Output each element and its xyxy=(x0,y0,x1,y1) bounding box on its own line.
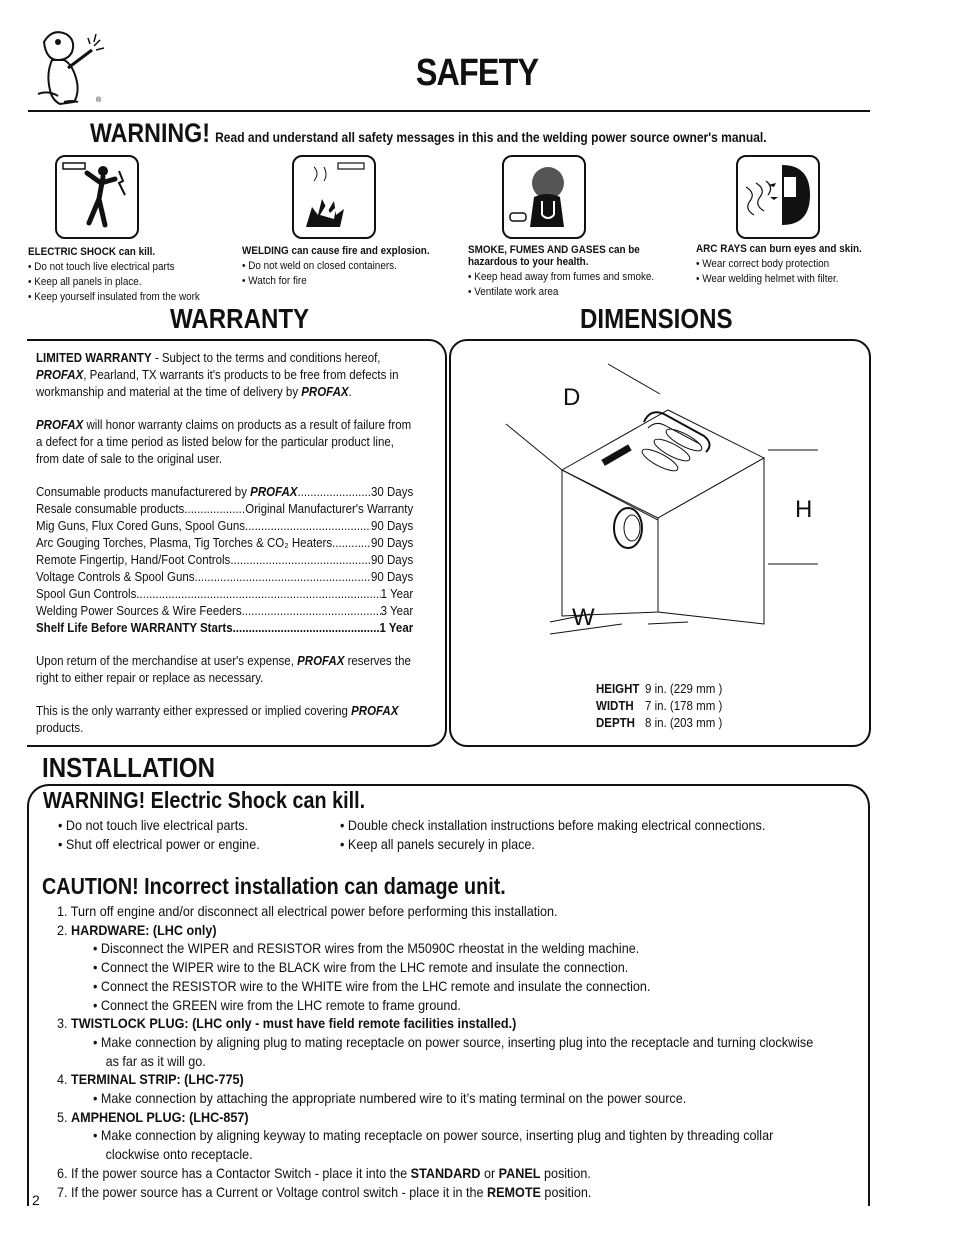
table-row xyxy=(36,484,413,501)
hazard-fire xyxy=(242,245,457,289)
step-2: 2. HARDWARE: (LHC only) xyxy=(57,921,217,938)
step-6 xyxy=(57,1164,813,1183)
warranty-paragraph xyxy=(36,350,413,401)
text: Upon return of the merchandise at user's expense, xyxy=(36,654,298,668)
warning-text: Read and understand all safety messages in this and the welding power source owner's manual. xyxy=(215,129,767,145)
page-title: SAFETY xyxy=(415,52,539,94)
width-label: W xyxy=(572,604,595,631)
text: position. xyxy=(540,1183,592,1200)
row-value: 90 Days xyxy=(371,570,414,584)
list-item-continued: as far as it will go. xyxy=(105,1052,206,1069)
row-value: 3 Year xyxy=(380,604,414,618)
list-item: • Watch for fire xyxy=(242,274,436,289)
text: 7. If the power source has a Current or Voltage control switch - place it in the xyxy=(57,1183,488,1200)
list-item: • Keep all panels in place. xyxy=(28,275,217,290)
list-item: • Shut off electrical power or engine. xyxy=(58,835,260,854)
row-label: Mig Guns, Flux Cored Guns, Spool Guns xyxy=(36,519,246,533)
list-item: • Do not touch live electrical parts. xyxy=(58,816,260,835)
brand-name: PROFAX xyxy=(297,654,345,668)
row-label: Consumable products manufacturered by xyxy=(36,485,251,499)
spec-label: WIDTH xyxy=(596,699,634,713)
warranty-heading: WARRANTY xyxy=(170,303,310,334)
warranty-paragraph xyxy=(36,417,413,468)
hazard-list xyxy=(242,259,436,289)
table-row xyxy=(36,518,413,535)
step-4: 4. TERMINAL STRIP: (LHC-775) xyxy=(57,1071,244,1088)
row-label: Shelf Life Before WARRANTY Starts xyxy=(36,621,233,635)
arc-rays-icon xyxy=(736,155,820,239)
spec-value: 8 in. (203 mm ) xyxy=(644,716,723,730)
spec-label: DEPTH xyxy=(596,716,635,730)
page-number: 2 xyxy=(32,1192,40,1208)
hazard-list xyxy=(28,260,217,305)
step-heading: TERMINAL STRIP: (LHC-775) xyxy=(71,1071,244,1088)
list-item: • Keep head away from fumes and smoke. xyxy=(468,270,662,285)
step-heading: AMPHENOL PLUG: (LHC-857) xyxy=(71,1108,249,1125)
table-row xyxy=(36,535,413,552)
row-value: 30 Days xyxy=(371,485,414,499)
spec-value: 7 in. (178 mm ) xyxy=(644,699,723,713)
list-item: • Keep all panels securely in place. xyxy=(340,835,765,854)
row-label: Spool Gun Controls xyxy=(36,587,137,601)
brand-name: PROFAX xyxy=(250,485,298,499)
fumes-icon xyxy=(502,155,586,239)
text: - Subject to the terms and conditions hereof, xyxy=(151,351,381,365)
row-value: 90 Days xyxy=(371,553,414,567)
row-value: 1 Year xyxy=(379,621,414,635)
installation-steps xyxy=(57,902,813,1201)
safety-warning-header xyxy=(90,118,767,149)
text: 6. If the power source has a Contactor Switch - place it into the xyxy=(57,1164,411,1181)
hazard-title-line2: hazardous to your health. xyxy=(468,256,589,268)
warranty-paragraph xyxy=(36,703,413,737)
hazard-title: ELECTRIC SHOCK can kill. xyxy=(28,246,156,258)
spec-value: 9 in. (229 mm ) xyxy=(644,682,723,696)
list-item-continued: clockwise onto receptacle. xyxy=(105,1146,253,1163)
hazard-title: ARC RAYS can burn eyes and skin. xyxy=(696,243,862,255)
installation-heading: INSTALLATION xyxy=(42,752,215,783)
spec-label: HEIGHT xyxy=(596,682,640,696)
list-item: • Ventilate work area xyxy=(468,285,662,300)
step-heading: HARDWARE: (LHC only) xyxy=(71,921,217,938)
step-3: 3. TWISTLOCK PLUG: (LHC only - must have field remote facilities installed.) xyxy=(57,1015,517,1032)
step-heading: TWISTLOCK PLUG: (LHC only - must have field remote facilities installed.) xyxy=(71,1015,517,1032)
row-label: Remote Fingertip, Hand/Foot Controls xyxy=(36,553,231,567)
hazard-arc-rays xyxy=(696,243,896,287)
brand-name: PROFAX xyxy=(301,385,349,399)
list-item: • Connect the GREEN wire from the LHC remote to frame ground. xyxy=(57,996,813,1015)
table-row xyxy=(36,501,413,518)
table-row xyxy=(36,603,413,620)
warranty-paragraph xyxy=(36,653,413,687)
text: This is the only warranty either expressed or implied covering xyxy=(36,704,352,718)
text: products. xyxy=(36,721,84,735)
row-value: 90 Days xyxy=(371,536,414,550)
list-item: • Do not touch live electrical parts xyxy=(28,260,217,275)
text: PANEL xyxy=(498,1164,541,1181)
step-5: 5. AMPHENOL PLUG: (LHC-857) xyxy=(57,1108,249,1125)
table-row xyxy=(36,586,413,603)
brand-name: PROFAX xyxy=(36,368,84,382)
limited-warranty-label: LIMITED WARRANTY xyxy=(36,351,152,365)
hazard-electric-shock xyxy=(28,246,238,305)
caution-title: CAUTION! Incorrect installation can damage unit. xyxy=(42,873,506,899)
table-row xyxy=(596,715,728,732)
list-item: • Make connection by aligning keyway to mating receptacle on power source, inserting plug and tighten by threading collar xyxy=(57,1126,813,1145)
text: will honor warranty claims on products as a result of failure from a defect for a time period as listed below for the particular product line, from date of sale to the original user. xyxy=(36,418,412,466)
warranty-body xyxy=(36,350,413,753)
table-row xyxy=(596,681,728,698)
row-value: 1 Year xyxy=(380,587,414,601)
row-label: Welding Power Sources & Wire Feeders xyxy=(36,604,242,618)
list-item: • Wear correct body protection xyxy=(696,257,876,272)
title-divider xyxy=(28,110,870,112)
list-item: • Keep yourself insulated from the work xyxy=(28,290,217,305)
step-7 xyxy=(57,1183,813,1202)
table-row xyxy=(36,569,413,586)
hazard-title: SMOKE, FUMES AND GASES can be xyxy=(468,244,640,256)
dimensions-heading: DIMENSIONS xyxy=(580,303,733,334)
row-label: Resale consumable products xyxy=(36,502,185,516)
brand-name: PROFAX xyxy=(351,704,399,718)
electric-shock-icon xyxy=(55,155,139,239)
warranty-table xyxy=(36,484,413,637)
warning-list-left xyxy=(58,816,260,853)
table-row xyxy=(36,552,413,569)
text: , Pearland, TX warrants it's products to be free from defects in workmanship and material at the time of delivery by xyxy=(36,368,399,399)
list-item: • Disconnect the WIPER and RESISTOR wires from the M5090C rheostat in the welding machine. xyxy=(57,939,813,958)
text: reserves the right to either repair or replace as necessary. xyxy=(36,654,411,685)
row-label: Arc Gouging Torches, Plasma, Tig Torches & CO₂ Heaters xyxy=(36,536,333,550)
list-item: • Do not weld on closed containers. xyxy=(242,259,436,274)
list-item: • Wear welding helmet with filter. xyxy=(696,272,876,287)
text: REMOTE xyxy=(487,1183,541,1200)
dimension-specs xyxy=(596,681,728,732)
fire-explosion-icon xyxy=(292,155,376,239)
svg-text:®: ® xyxy=(96,97,102,104)
hazard-list xyxy=(696,257,876,287)
row-value: 90 Days xyxy=(371,519,414,533)
text: . xyxy=(348,385,352,399)
brand-name: PROFAX xyxy=(36,418,84,432)
warning-label: WARNING! xyxy=(90,118,210,148)
list-item: • Connect the WIPER wire to the BLACK wire from the LHC remote and insulate the connection. xyxy=(57,958,813,977)
hazard-fumes xyxy=(468,244,683,300)
list-item: • Connect the RESISTOR wire to the WHITE wire from the LHC remote and insulate the connection. xyxy=(57,977,813,996)
hazard-list xyxy=(468,270,662,300)
text: STANDARD xyxy=(410,1164,481,1181)
depth-label: D xyxy=(563,384,581,411)
step-1: 1. Turn off engine and/or disconnect all electrical power before performing this installation. xyxy=(57,903,558,919)
height-label: H xyxy=(795,496,813,523)
row-value: Original Manufacturer's Warranty xyxy=(245,502,414,516)
table-row xyxy=(596,698,728,715)
list-item: • Make connection by attaching the appropriate numbered wire to it’s mating terminal on the power source. xyxy=(57,1089,813,1108)
text: position. xyxy=(540,1164,591,1181)
hazard-title: WELDING can cause fire and explosion. xyxy=(242,245,430,257)
warning-list-right xyxy=(340,816,765,853)
list-item: • Make connection by aligning plug to mating receptacle on power source, inserting plug into the receptacle and turning clockwise xyxy=(57,1033,813,1052)
installation-warning-title: WARNING! Electric Shock can kill. xyxy=(43,787,366,813)
list-item: • Double check installation instructions before making electrical connections. xyxy=(340,816,765,835)
table-row xyxy=(36,620,413,637)
text: or xyxy=(480,1164,499,1181)
row-label: Voltage Controls & Spool Guns xyxy=(36,570,195,584)
